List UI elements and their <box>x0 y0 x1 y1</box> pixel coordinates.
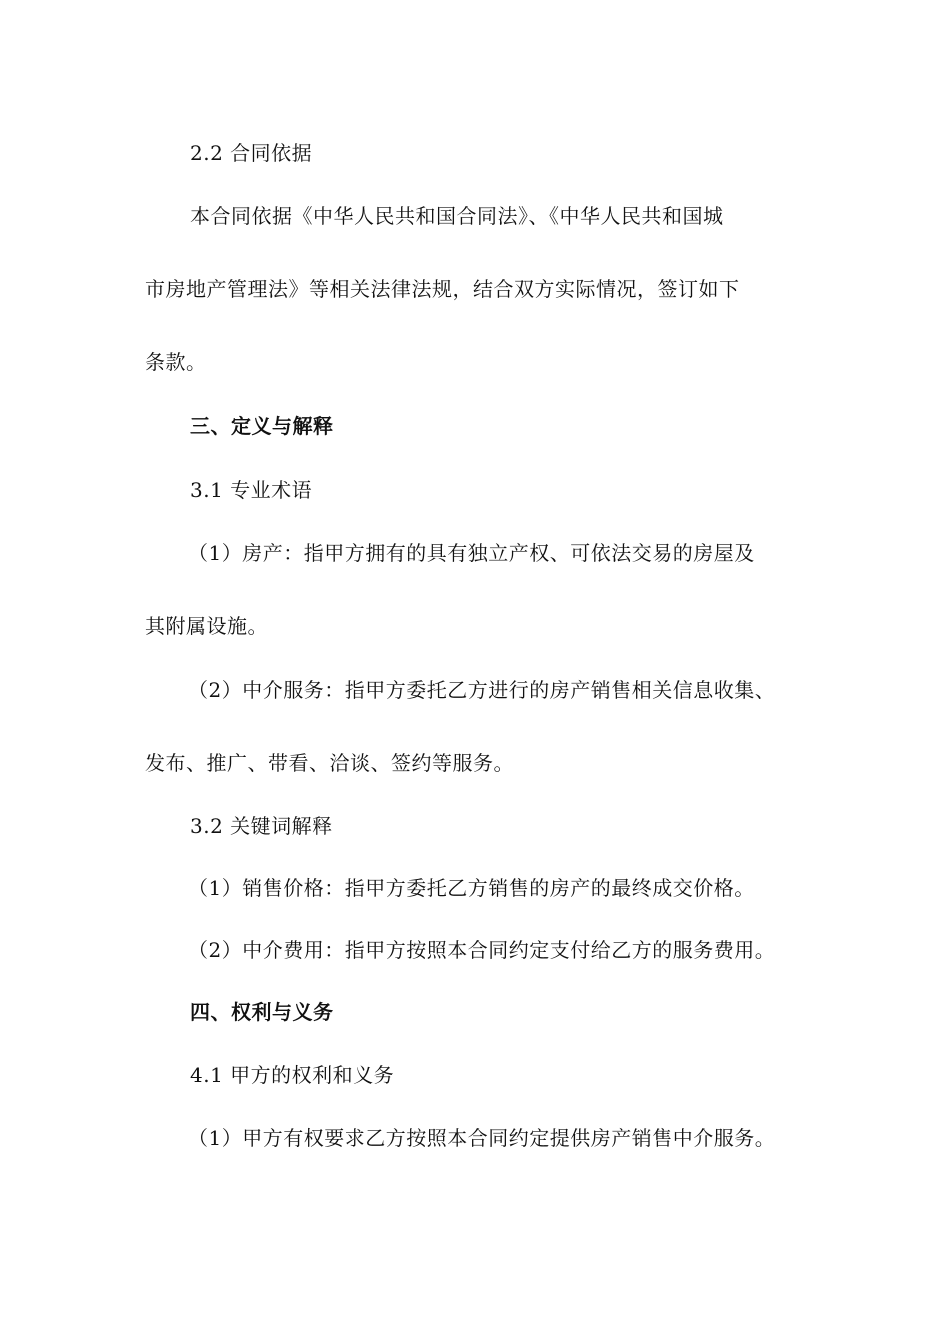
paragraph-line: （1）销售价格：指甲方委托乙方销售的房产的最终成交价格。 <box>188 876 755 900</box>
paragraph-line: 发布、推广、带看、洽谈、签约等服务。 <box>145 751 514 775</box>
subsection-heading-3-1: 3.1 专业术语 <box>190 478 313 502</box>
paragraph-line: （2）中介费用：指甲方按照本合同约定支付给乙方的服务费用。 <box>188 938 776 962</box>
subsection-heading-4-1: 4.1 甲方的权利和义务 <box>190 1063 395 1087</box>
subsection-heading-2-2: 2.2 合同依据 <box>190 141 313 165</box>
paragraph-line: 条款。 <box>145 350 207 374</box>
section-heading-3: 三、定义与解释 <box>190 414 334 438</box>
paragraph-line: 市房地产管理法》等相关法律法规，结合双方实际情况，签订如下 <box>145 277 740 301</box>
paragraph-line: 其附属设施。 <box>145 614 268 638</box>
paragraph-line: （2）中介服务：指甲方委托乙方进行的房产销售相关信息收集、 <box>188 678 776 702</box>
section-heading-4: 四、权利与义务 <box>190 1000 334 1024</box>
paragraph-line: （1）房产：指甲方拥有的具有独立产权、可依法交易的房屋及 <box>188 541 755 565</box>
paragraph-line: （1）甲方有权要求乙方按照本合同约定提供房产销售中介服务。 <box>188 1126 776 1150</box>
subsection-heading-3-2: 3.2 关键词解释 <box>190 814 333 838</box>
paragraph-line: 本合同依据《中华人民共和国合同法》、《中华人民共和国城 <box>190 204 724 228</box>
